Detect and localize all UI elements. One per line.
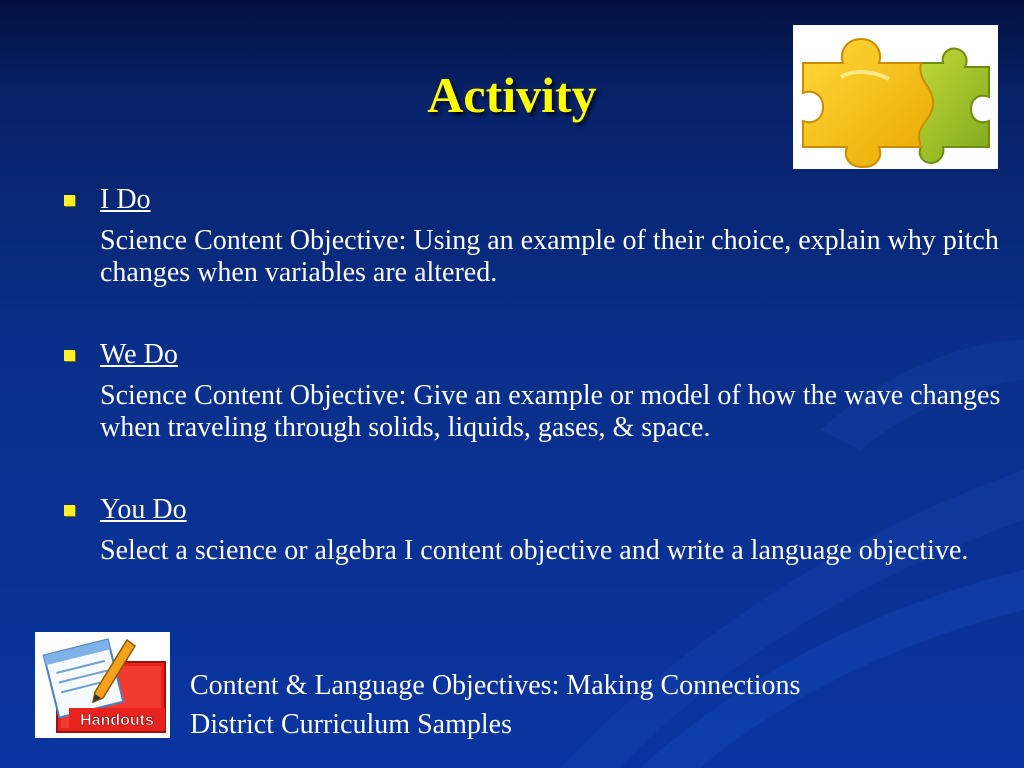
handouts-icon[interactable] [35, 632, 170, 738]
puzzle-pieces-image [793, 25, 998, 169]
bullet-text-you-do: Select a science or algebra I content objective and write a language objective. [100, 535, 969, 566]
bullet-item-i-do [64, 184, 1014, 289]
square-bullet-icon [64, 505, 75, 516]
footer-line-1: Content & Language Objectives: Making Connections [190, 670, 801, 701]
link-you-do[interactable]: You Do [100, 494, 187, 525]
link-we-do[interactable]: We Do [100, 339, 178, 370]
bullet-text-we-do: Science Content Objective: Give an example or model of how the wave changes when traveling through solids, liquids, gases, & space. [100, 380, 1001, 443]
bullet-text-i-do: Science Content Objective: Using an example of their choice, explain why pitch changes when variables are altered. [100, 225, 999, 288]
link-i-do[interactable]: I Do [100, 184, 151, 215]
square-bullet-icon [64, 195, 75, 206]
svg-text:Handouts: Handouts [80, 712, 154, 729]
footer-text [190, 666, 800, 744]
bullet-item-we-do [64, 339, 1014, 444]
footer-line-2: District Curriculum Samples [190, 709, 512, 740]
square-bullet-icon [64, 350, 75, 361]
bullet-item-you-do [64, 494, 968, 567]
slide-title: Activity [427, 67, 597, 123]
